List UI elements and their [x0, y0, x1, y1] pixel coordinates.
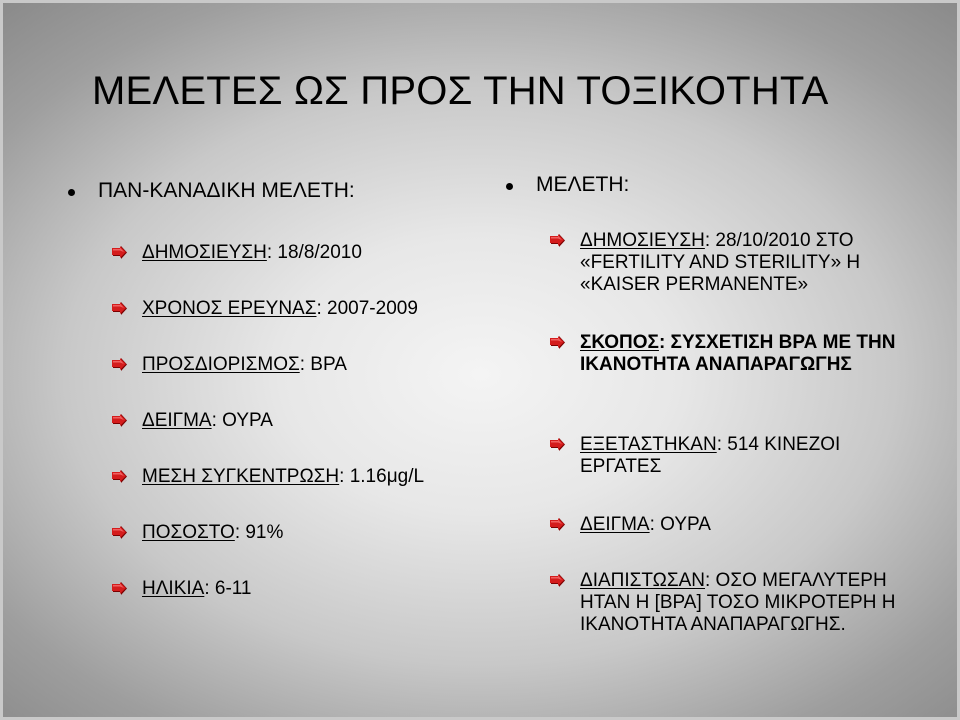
bullet-dot-icon: [68, 189, 75, 196]
item-value: : ΟΥΡΑ: [649, 514, 711, 535]
red-arrow-icon: [112, 246, 128, 260]
left-item-sample: [142, 410, 472, 432]
item-value: : 91%: [234, 522, 284, 543]
item-label: ΠΡΟΣΔΙΟΡΙΣΜΟΣ: [142, 354, 300, 375]
red-arrow-icon: [112, 414, 128, 428]
red-arrow-icon: [550, 438, 566, 452]
item-value: : ΒΡΑ: [299, 354, 347, 375]
left-item-percentage: [142, 522, 472, 544]
right-item-examined: [580, 434, 905, 478]
item-label: ΔΗΜΟΣΙΕΥΣΗ: [580, 230, 705, 251]
item-value: : 2007-2009: [316, 298, 418, 319]
item-value: : ΟΥΡΑ: [211, 410, 273, 431]
left-item-mean-concentration: [142, 466, 472, 488]
right-item-purpose: [580, 332, 905, 376]
item-label: ΕΞΕΤΑΣΤΗΚΑΝ: [580, 434, 717, 455]
red-arrow-icon: [550, 574, 566, 588]
item-label: ΔΕΙΓΜΑ: [142, 410, 212, 431]
item-value: : ΟΣΟ ΜΕΓΑΛΥΤΕΡΗ ΗΤΑΝ Η [ΒΡΑ] ΤΟΣΟ ΜΙΚΡΟΤΕΡΗ Η ΙΚΑΝΟΤΗΤΑ ΑΝΑΠΑΡΑΓΩΓΗΣ.: [580, 570, 896, 635]
red-arrow-icon: [550, 234, 566, 248]
red-arrow-icon: [112, 470, 128, 484]
bullet-dot-icon: [506, 183, 513, 190]
slide-title: ΜΕΛΕΤΕΣ ΩΣ ΠΡΟΣ ΤΗΝ ΤΟΞΙΚΟΤΗΤΑ: [92, 69, 829, 113]
left-heading: [98, 178, 355, 204]
item-label: ΠΟΣΟΣΤΟ: [142, 522, 235, 543]
left-item-publication: [142, 242, 472, 264]
red-arrow-icon: [112, 302, 128, 316]
item-label: ΔΕΙΓΜΑ: [580, 514, 650, 535]
item-label: ΧΡΟΝΟΣ ΕΡΕΥΝΑΣ: [142, 298, 317, 319]
right-heading: [536, 172, 629, 198]
red-arrow-icon: [550, 336, 566, 350]
right-heading-text: ΜΕΛΕΤΗ:: [536, 173, 630, 196]
item-label: ΜΕΣΗ ΣΥΓΚΕΝΤΡΩΣΗ: [142, 466, 340, 487]
item-value: : 1.16μg/L: [339, 466, 425, 487]
right-item-publication: [580, 230, 905, 296]
item-value: : 514 ΚΙΝΕΖΟΙ ΕΡΓΑΤΕΣ: [580, 434, 841, 477]
left-item-determination: [142, 354, 472, 376]
item-value: : 28/10/2010 ΣΤΟ «FERTILITY AND STERILITY» Η «KAISER PERMANENTE»: [580, 230, 861, 295]
item-value: : ΣΥΣΧΕΤΙΣΗ ΒΡΑ ΜΕ ΤΗΝ ΙΚΑΝΟΤΗΤΑ ΑΝΑΠΑΡΑΓΩΓΗΣ: [580, 332, 896, 375]
red-arrow-icon: [112, 358, 128, 372]
left-item-age: [142, 578, 472, 600]
item-label: ΗΛΙΚΙΑ: [142, 578, 205, 599]
item-value: : 18/8/2010: [266, 242, 362, 263]
item-value: : 6-11: [204, 578, 252, 599]
right-item-findings: [580, 570, 905, 636]
item-label: ΔΗΜΟΣΙΕΥΣΗ: [142, 242, 267, 263]
left-item-research-period: [142, 298, 472, 320]
right-item-sample: [580, 514, 905, 536]
item-label: ΣΚΟΠΟΣ: [580, 332, 659, 353]
item-label: ΔΙΑΠΙΣΤΩΣΑΝ: [580, 570, 705, 591]
red-arrow-icon: [112, 582, 128, 596]
left-heading-text: ΠΑΝ-ΚΑΝΑΔΙΚΗ ΜΕΛΕΤΗ:: [98, 179, 355, 202]
red-arrow-icon: [112, 526, 128, 540]
red-arrow-icon: [550, 518, 566, 532]
